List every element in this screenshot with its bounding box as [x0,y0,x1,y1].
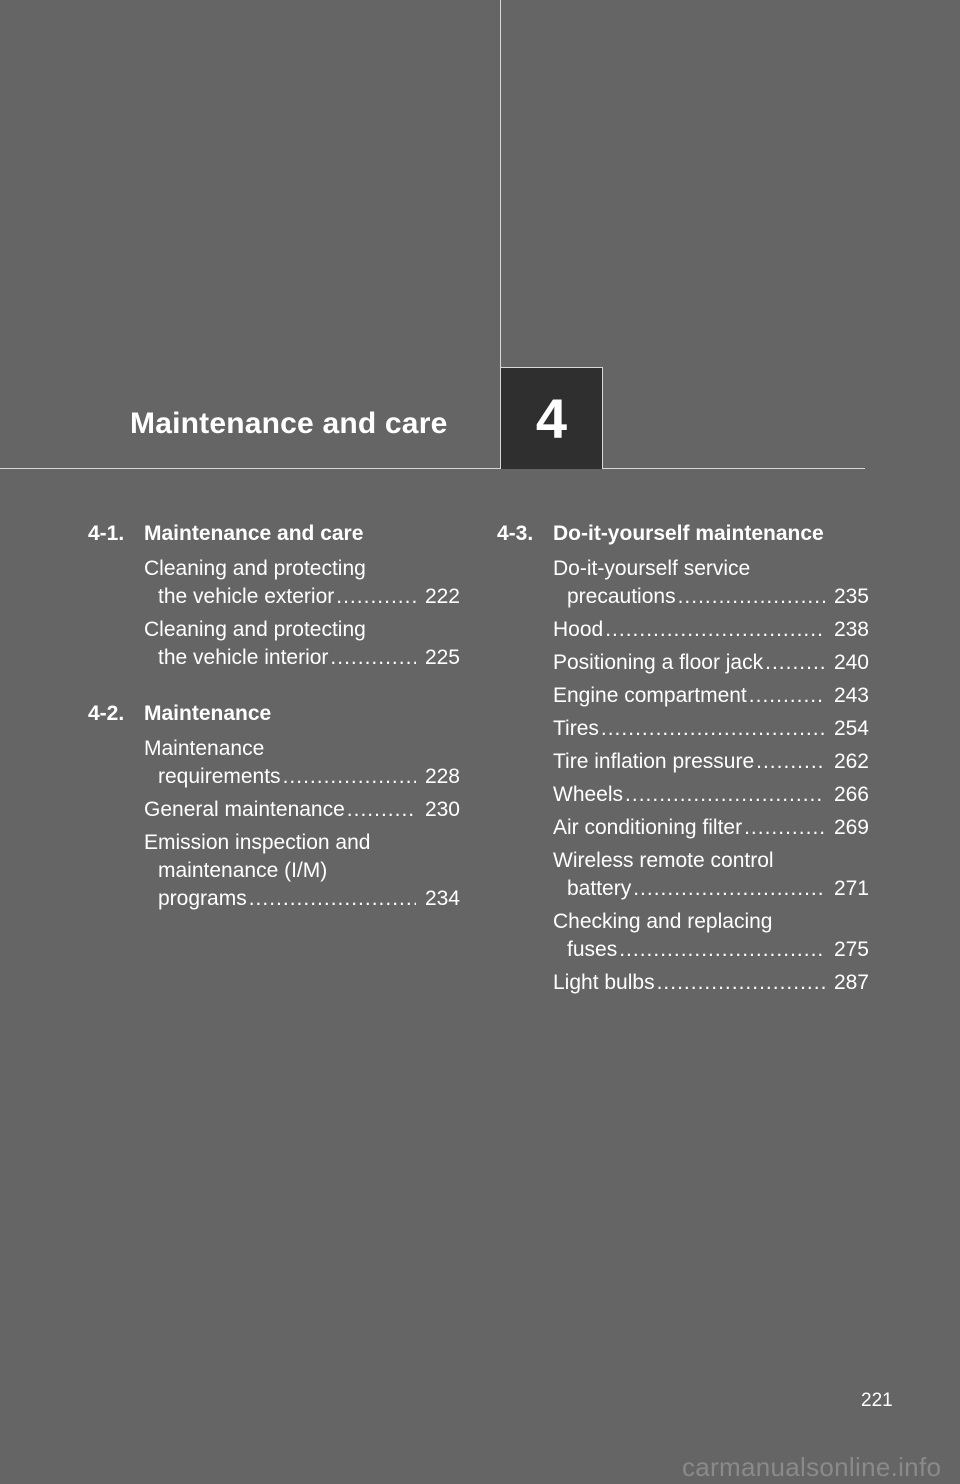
toc-entry[interactable] [553,908,869,964]
section-title: Maintenance and care [144,522,364,545]
section-number: 4-3. [497,522,534,545]
toc-entry[interactable] [553,649,869,677]
section-title: Maintenance [144,702,272,725]
entry-text: Light bulbs [553,971,655,994]
section-number: 4-1. [88,522,125,545]
entry-text: Checking and replacing [553,910,773,933]
toc-entry[interactable] [553,814,869,842]
entry-text: General maintenance [144,798,345,821]
entry-text: Do-it-yourself service [553,557,751,580]
entry-text: precautions [567,585,676,608]
toc-entry[interactable] [144,616,460,672]
entry-page-number: 225 [424,646,460,669]
toc-entry[interactable] [553,555,869,611]
chapter-number-badge: 4 [500,367,603,469]
entry-text: Positioning a floor jack [553,651,764,674]
horizontal-rule [0,468,865,469]
entry-text: Wheels [553,783,624,806]
toc-entry[interactable] [553,781,869,809]
toc-entry[interactable] [553,682,869,710]
toc-entry[interactable] [144,555,460,611]
section-heading[interactable] [88,700,460,728]
entry-page-number: 238 [833,618,869,641]
entry-page-number: 266 [833,783,869,806]
toc-entry[interactable] [553,616,869,644]
toc-entry[interactable] [144,735,460,791]
entry-page-number: 287 [833,971,869,994]
dot-leader [625,781,825,809]
entry-text: fuses [567,938,618,961]
entry-text: Tire inflation pressure [553,750,755,773]
entry-text: the vehicle interior [158,646,329,669]
entry-page-number: 262 [833,750,869,773]
dot-leader [678,583,825,611]
dot-leader [605,616,825,644]
entry-text: Tires [553,717,599,740]
entry-page-number: 271 [833,877,869,900]
entry-page-number: 275 [833,938,869,961]
entry-page-number: 228 [424,765,460,788]
entry-page-number: 235 [833,585,869,608]
section-title: Do-it-yourself maintenance [553,522,824,545]
toc-entry[interactable] [553,748,869,776]
toc-column-right [497,520,869,1025]
toc-column-left [88,520,460,941]
entry-text: requirements [158,765,281,788]
entry-text: Engine compartment [553,684,747,707]
dot-leader [657,969,825,997]
dot-leader [336,583,416,611]
entry-text: maintenance (I/M) [158,859,328,882]
watermark: carmanualsonline.info [682,1452,942,1482]
toc-entry[interactable] [144,796,460,824]
dot-leader [756,748,825,776]
toc-entry[interactable] [553,847,869,903]
section-heading[interactable] [88,520,460,548]
dot-leader [347,796,416,824]
entry-page-number: 269 [833,816,869,839]
toc-entry[interactable] [553,715,869,743]
entry-text: programs [158,887,247,910]
entry-text: Hood [553,618,604,641]
dot-leader [619,936,825,964]
entry-text: Air conditioning filter [553,816,743,839]
entry-text: the vehicle exterior [158,585,335,608]
entry-page-number: 222 [424,585,460,608]
entry-page-number: 254 [833,717,869,740]
entry-page-number: 234 [424,887,460,910]
section-number: 4-2. [88,702,125,725]
section-heading[interactable] [497,520,869,548]
dot-leader [749,682,825,710]
toc-section [88,700,460,913]
entry-text: battery [567,877,632,900]
entry-page-number: 243 [833,684,869,707]
toc-section [497,520,869,997]
dot-leader [283,763,416,791]
dot-leader [765,649,825,677]
toc-entry[interactable] [144,829,460,913]
entry-text: Emission inspection and [144,831,371,854]
toc-entry[interactable] [553,969,869,997]
dot-leader [330,644,416,672]
page-number: 221 [861,1390,893,1411]
toc-section [88,520,460,672]
dot-leader [601,715,825,743]
dot-leader [744,814,825,842]
entry-page-number: 230 [424,798,460,821]
entry-text: Maintenance [144,737,265,760]
entry-text: Cleaning and protecting [144,618,366,641]
chapter-title: Maintenance and care [130,407,448,440]
entry-text: Wireless remote control [553,849,774,872]
entry-text: Cleaning and protecting [144,557,366,580]
entry-page-number: 240 [833,651,869,674]
dot-leader [249,885,416,913]
dot-leader [633,875,825,903]
